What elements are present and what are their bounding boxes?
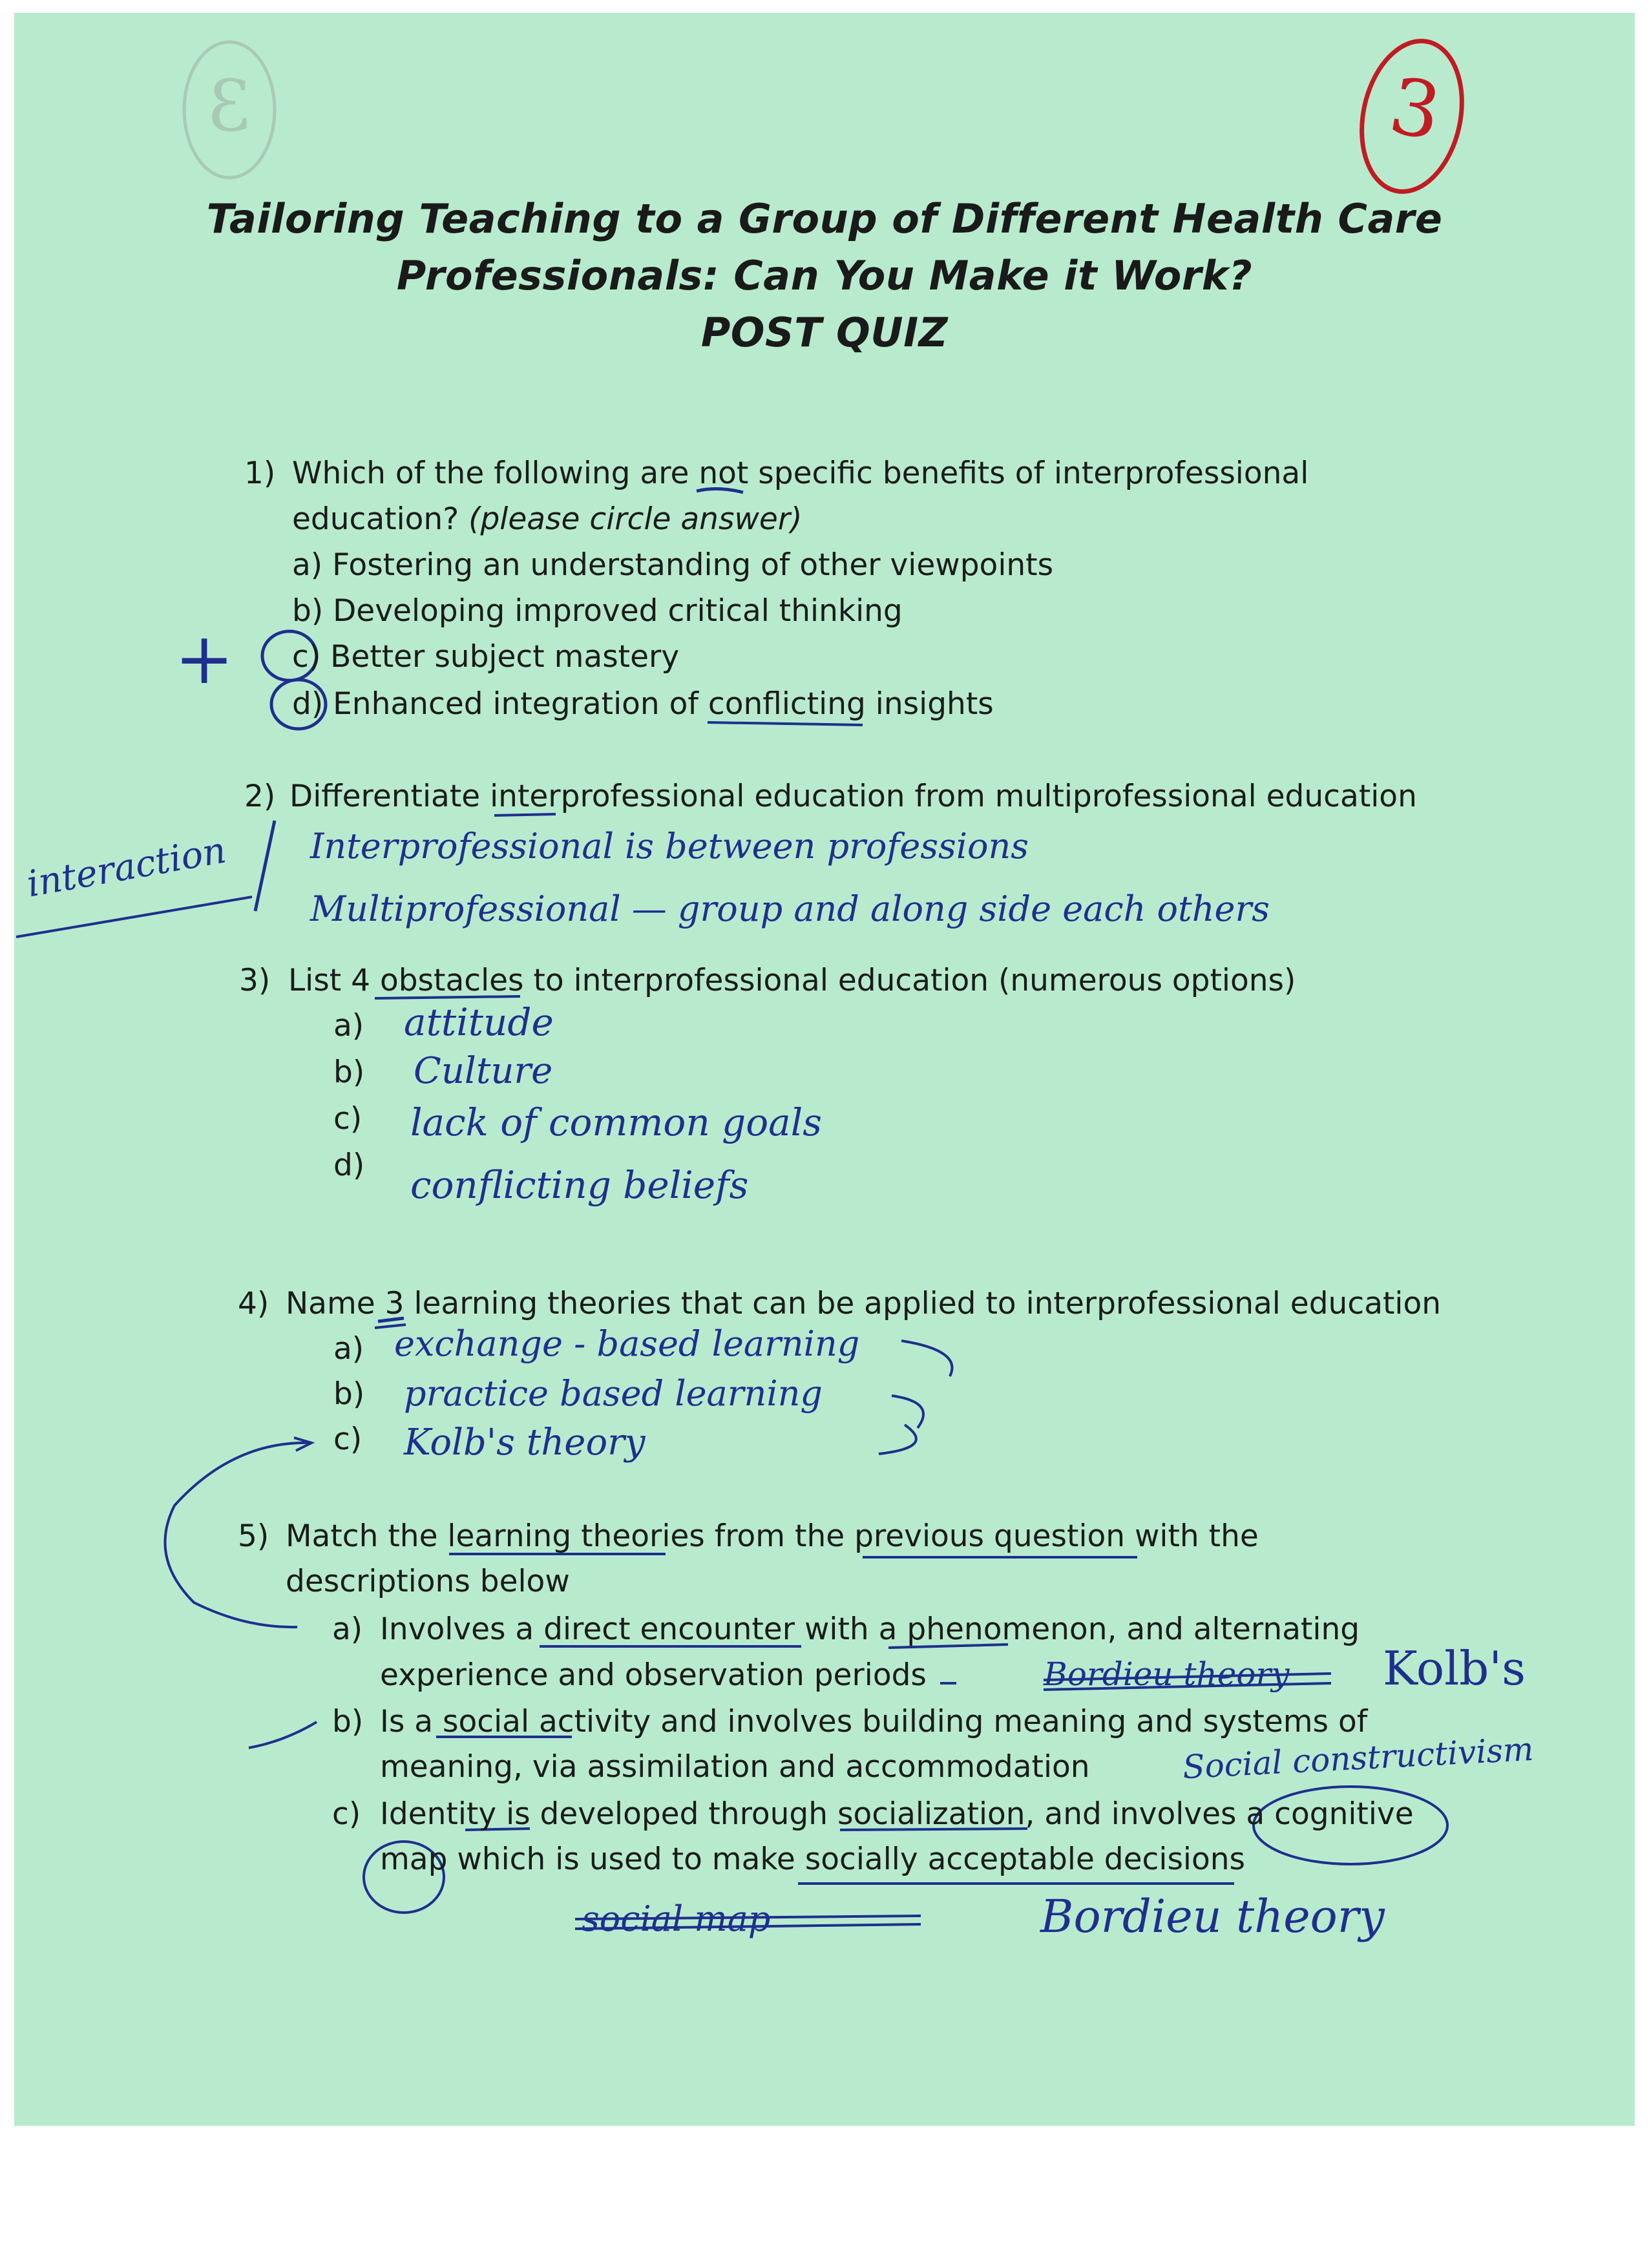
q1-option-a[interactable]: a) Fostering an understanding of other viewpoints <box>292 547 1054 583</box>
grade-mark: 3 <box>1383 61 1447 158</box>
page-title-line1: Tailoring Teaching to a Group of Different Health Care <box>206 195 1443 242</box>
q1-text-b <box>292 501 802 537</box>
q3-answer-d: conflicting beliefs <box>410 1163 749 1207</box>
q5-b-label: b) <box>332 1704 364 1739</box>
q1-text-b-main: education? <box>292 501 459 537</box>
ghost-mark: 3 <box>207 65 252 147</box>
q3-answer-c: lack of common goals <box>410 1100 823 1144</box>
q2-margin-note: interaction <box>23 829 229 906</box>
q2-answer-line1: Interprofessional is between professions <box>310 826 1029 866</box>
q1-option-b[interactable]: b) Developing improved critical thinking <box>292 593 903 629</box>
q3-answer-a: attitude <box>404 1000 554 1044</box>
q5-a-line1: Involves a direct encounter with a phenomenon, and alternating <box>380 1612 1360 1647</box>
q5-c-label: c) <box>332 1796 361 1832</box>
q5-c-answer: Bordieu theory <box>1040 1890 1385 1943</box>
q2-number: 2) <box>244 779 276 814</box>
q4-label-c: c) <box>333 1422 362 1457</box>
q4-answer-a: exchange - based learning <box>394 1323 860 1364</box>
q5-a-label: a) <box>332 1612 363 1647</box>
q4-text: Name 3 learning theories that can be applied to interprofessional education <box>286 1286 1442 1321</box>
answer-bracket <box>879 1341 952 1454</box>
page-title-line2: Professionals: Can You Make it Work? <box>396 252 1253 299</box>
q3-label-d: d) <box>333 1148 365 1183</box>
q1-option-c[interactable]: c) Better subject mastery <box>292 639 680 675</box>
q2-text: Differentiate interprofessional education from multiprofessional education <box>289 779 1417 814</box>
q1-option-d[interactable]: d) Enhanced integration of conflicting insights <box>292 686 994 722</box>
b-tick <box>249 1722 317 1748</box>
q3-label-b: b) <box>333 1055 365 1090</box>
q3-answer-b: Culture <box>414 1050 553 1092</box>
q3-label-a: a) <box>333 1008 364 1044</box>
q5-text-a: Match the learning theories from the previous question with the <box>286 1518 1259 1554</box>
q4-number: 4) <box>238 1286 269 1321</box>
q3-label-c: c) <box>333 1101 362 1137</box>
q5-c-line2: map which is used to make socially acceptable decisions <box>380 1842 1246 1877</box>
q4-label-a: a) <box>333 1331 364 1367</box>
q2-answer-line2: Multiprofessional — group and along side each others <box>310 888 1270 929</box>
margin-slash <box>255 821 275 911</box>
underline-conflicting <box>708 722 863 725</box>
q3-number: 3) <box>239 963 271 998</box>
q5-b-line1: Is a social activity and involves building meaning and systems of <box>380 1704 1368 1739</box>
q5-c-line1: Identity is developed through socialization, and involves a cognitive <box>380 1796 1414 1832</box>
q1-number: 1) <box>244 456 276 491</box>
page-title-line3: POST QUIZ <box>700 309 949 356</box>
q5-text-b: descriptions below <box>286 1564 570 1599</box>
q5-a-crossed: Bordieu theory <box>1044 1655 1290 1693</box>
q5-a-line2: experience and observation periods <box>380 1657 927 1693</box>
q4-answer-c: Kolb's theory <box>404 1422 646 1464</box>
q5-c-crossed: social map <box>582 1898 771 1939</box>
q1-instruction: (please circle answer) <box>468 501 803 537</box>
q5-b-answer: Social constructivism <box>1181 1730 1535 1787</box>
q5-number: 5) <box>238 1518 269 1554</box>
margin-note-line <box>16 897 252 937</box>
q5-a-answer: Kolb's <box>1383 1641 1526 1696</box>
q1-text: Which of the following are not specific benefits of interprofessional <box>292 456 1309 491</box>
q4-label-b: b) <box>333 1376 365 1412</box>
q5-b-line2: meaning, via assimilation and accommodation <box>380 1749 1090 1785</box>
q1-margin-mark: + <box>174 617 235 700</box>
q3-text: List 4 obstacles to interprofessional education (numerous options) <box>288 963 1296 998</box>
underline-inter <box>494 814 556 815</box>
q4-answer-b: practice based learning <box>404 1373 823 1414</box>
